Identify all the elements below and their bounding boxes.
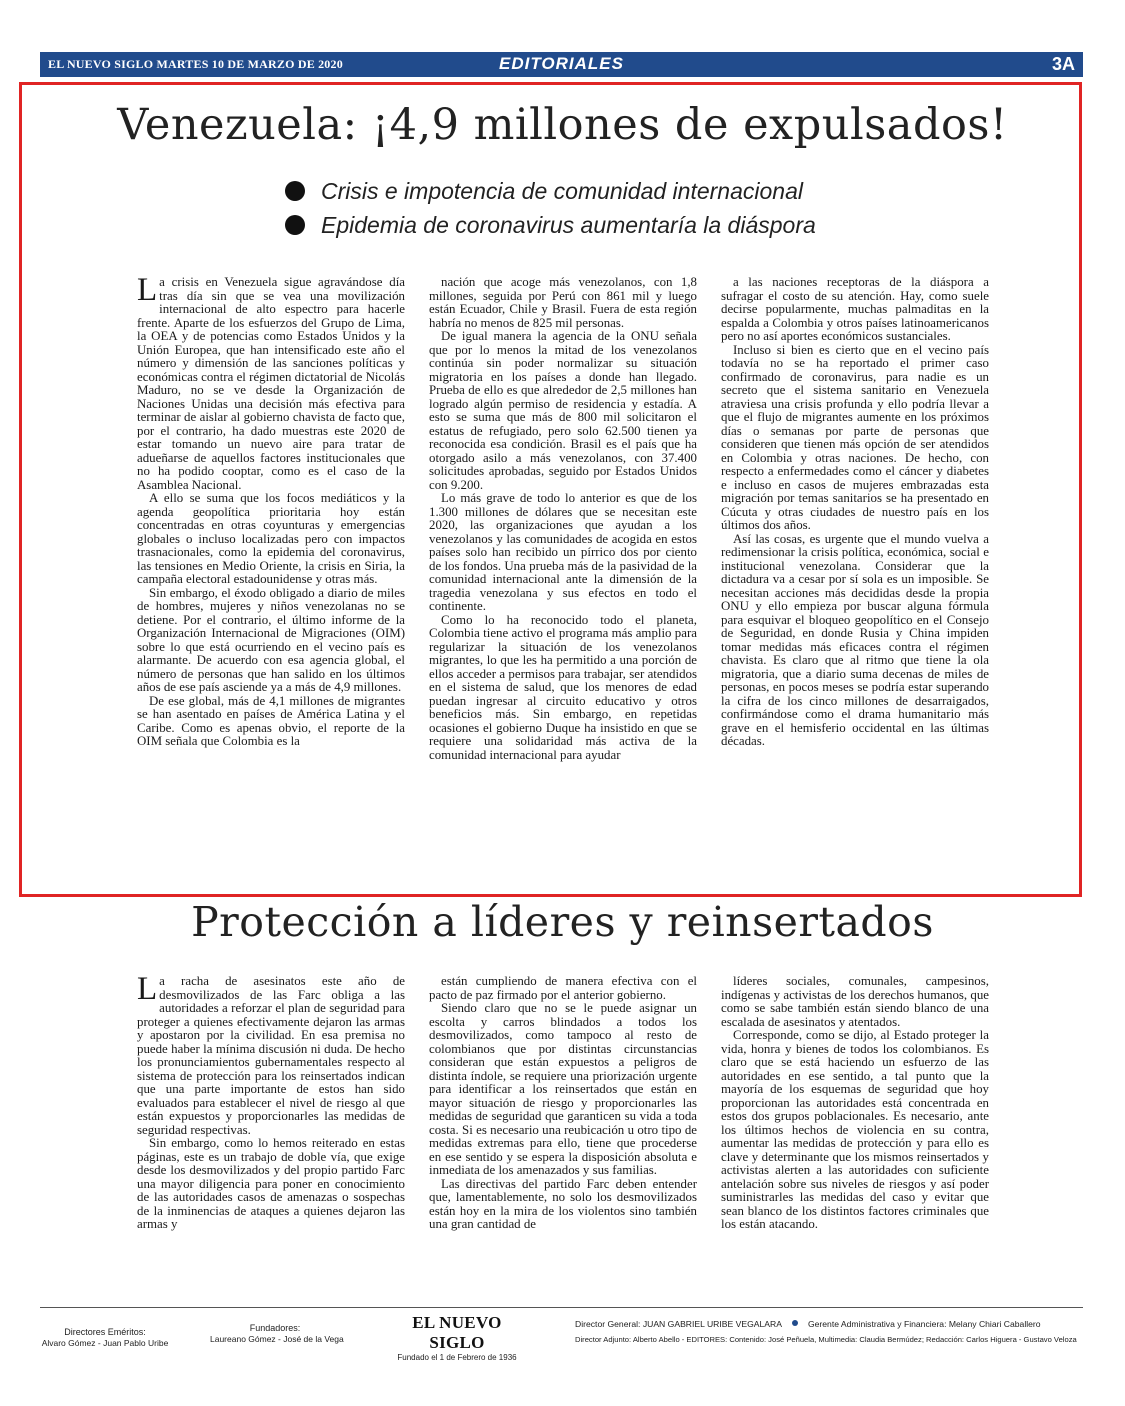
subtitle-text: Epidemia de coronavirus aumentaría la diáspora [321, 212, 816, 238]
footer [0, 1313, 1125, 1362]
masthead-bar [40, 52, 1083, 77]
paragraph-text: líderes sociales, comunales, campesinos, indígenas y activistas de los derechos humanos, que como se sabe también están siendo blanco de una escalada de asesinatos y atentados. [721, 974, 989, 1029]
paragraph-text: Sin embargo, como lo hemos reiterado en estas páginas, este es un trabajo de doble vía, que exige desde los desmovilizados y del propio partido Farc una mayor diligencia para poner en conocimiento de las autoridades casos de amenazas o sospechas de la inminencias de ataques a quienes dejaron las armas y [137, 1136, 405, 1231]
staff-line: Director Adjunto: Alberto Abello - EDITORES: Contenido: José Peñuela, Multimedia: Claudia Bermúdez; Redacción: Carlos Higuera - Gustavo Veloza [575, 1335, 1077, 1344]
subtitle-item [285, 178, 985, 212]
paragraph [137, 971, 405, 1137]
logo-text: EL NUEVO SIGLO [412, 1313, 502, 1352]
founders-names: Laureano Gómez - José de la Vega [210, 1334, 344, 1344]
paragraph [721, 975, 989, 1029]
founders-label: Fundadores: [249, 1323, 301, 1333]
text-column [721, 276, 989, 873]
text-column [137, 272, 405, 873]
footer-directors [40, 1327, 170, 1349]
directors-label: Directores Eméritos: [64, 1327, 146, 1337]
bullet-icon [285, 215, 305, 235]
paragraph-text: Siendo claro que no se le puede asignar un escolta y carros blindados a todos los desmovilizados, como tampoco al resto de colombianos que por distintas circunstancias consideran que están expuestos a peligros de distinta índole, se requiere una priorización urgente para identificar a los reinsertados que están en mayor situación de riesgo y proporcionarles las medidas de seguridad que garanticen su vida a toda costa. Si es necesario una reubicación u otro tipo de medidas extremas para ello, tiene que procederse en ese sentido y se espera la disposición absoluta e inmediata de los amenazados y sus familias. [429, 1001, 697, 1177]
separator-dot-icon [792, 1320, 798, 1326]
text-column [429, 975, 697, 1290]
masthead-page-number: 3A [1051, 54, 1075, 74]
article1-subtitles [285, 178, 985, 246]
paragraph [137, 1137, 405, 1232]
paragraph [429, 330, 697, 492]
paragraph [721, 533, 989, 749]
text-column [429, 276, 697, 873]
paragraph-text: Como lo ha reconocido todo el planeta, Colombia tiene activo el programa más amplio para regularizar la situación de los venezolanos migrantes, lo que les ha permitido a una porción de ellos acceder a permisos para trabajar, ser atendidos en el sistema de salud, que los menores de edad puedan ingresar al circuito educativo y otros beneficios más. Sin embargo, en repetidas ocasiones el gobierno Duque ha insistido en que se requiere una solidaridad más activa de la comunidad internacional para ayudar [429, 612, 697, 762]
paragraph [429, 614, 697, 763]
paragraph-text: a crisis en Venezuela sigue agravándose día tras día sin que se vea una movilización internacional de alto espectro para hacerle frente. Aparte de los esfuerzos del Grupo de Lima, la OEA y de potencias como Estados Unidos y la Unión Europea, que han intensificado este año el número y dimensión de las sanciones políticas y económicas contra el régimen dictatorial de Nicolás Maduro, no se ve desde la Organización de Naciones Unidas una decisión más efectiva para terminar de aislar al gobierno chavista de facto que, por el contrario, ha dado muestras este 2020 de estar tomando un nuevo aire para tratar de adueñarse de aquellos factores institucionales que no ha podido cooptar, como es el caso de la Asamblea Nacional. [137, 275, 405, 492]
paragraph [429, 1002, 697, 1178]
directors-names: Alvaro Gómez - Juan Pablo Uribe [41, 1338, 169, 1348]
founded-date: Fundado el 1 de Febrero de 1936 [397, 1353, 517, 1362]
drop-cap: L [137, 272, 158, 308]
paragraph-text: De ese global, más de 4,1 millones de migrantes se han asentado en países de América Latina y el Caribe. Como es apenas obvio, el reporte de la OIM señala que Colombia es la [137, 693, 405, 748]
masthead-section: EDITORIALES [499, 54, 624, 73]
paragraph [137, 695, 405, 749]
paragraph [137, 587, 405, 695]
article2-title: Protección a líderes y reinsertados [191, 898, 934, 946]
article1-title: Venezuela: ¡4,9 millones de expulsados! [117, 100, 1008, 150]
subtitle-text: Crisis e impotencia de comunidad internacional [321, 178, 803, 204]
director-general: Director General: JUAN GABRIEL URIBE VEGALARA [575, 1319, 782, 1329]
paragraph [721, 1029, 989, 1232]
footer-logo [393, 1313, 521, 1362]
paragraph-text: nación que acoge más venezolanos, con 1,8 millones, seguida por Perú con 861 mil y luego están Ecuador, Chile y Brasil. Fuera de esta región habría no menos de 825 mil personas. [429, 275, 697, 330]
paragraph-text: De igual manera la agencia de la ONU señala que por lo menos la mitad de los venezolanos continúa sin poder normalizar su situación migratoria en los países a donde han llegado. Prueba de ello es que alrededor de 2,5 millones han logrado algún permiso de residencia y estadía. A esto se suma que más de 800 mil solicitaron el estatus de refugiado, pero solo 62.500 tienen ya reconocida esa condición. Brasil es el país que ha otorgado asilo a más venezolanos, con 37.400 solicitudes aprobadas, seguido por Estados Unidos con 9.200. [429, 329, 697, 492]
footer-founders [210, 1323, 344, 1345]
paragraph-text: A ello se suma que los focos mediáticos y la agenda geopolítica prioritaria hoy están concentradas en otras coyunturas y emergencias globales o incluso localizadas pero con impactos trasnacionales, como la epidemia del coronavirus, las tensiones en Medio Oriente, la crisis en Siria, la campaña electoral estadounidense y otras más. [137, 491, 405, 586]
paragraph [137, 492, 405, 587]
gerente: Gerente Administrativa y Financiera: Melany Chiari Caballero [807, 1319, 1041, 1329]
text-column [137, 971, 405, 1290]
subtitle-item [285, 212, 985, 246]
paragraph [137, 272, 405, 492]
paragraph-text: están cumpliendo de manera efectiva con el pacto de paz firmado por el anterior gobierno. [429, 974, 697, 1002]
paragraph-text: a racha de asesinatos este año de desmovilizados de las Farc obliga a las autoridades a reforzar el plan de seguridad para proteger a quienes efectivamente dejaron las armas y apostaron por la civilidad. En esa premisa no puede haber la mínima discusión ni duda. De hecho los pronunciamientos gubernamentales respecto al sistema de protección para los reinsertados indican que una parte importante de estos han sido evaluados para establecer el nivel de riesgo al que están expuestos y proporcionarles las medidas de seguridad respectivas. [137, 974, 405, 1137]
paragraph [429, 975, 697, 1002]
drop-cap: L [137, 971, 158, 1007]
footer-credits [575, 1317, 1085, 1347]
article1-body [137, 272, 989, 873]
masthead-paper-date: EL NUEVO SIGLO MARTES 10 DE MARZO DE 2020 [48, 57, 343, 71]
article2-body [137, 971, 989, 1290]
paragraph-text: Sin embargo, el éxodo obligado a diario de miles de hombres, mujeres y niños venezolanas no se detiene. Por el contrario, el último informe de la Organización Internacional de Migraciones (OIM) sobre lo que está ocurriendo en el vecino país es alarmante. De acuerdo con esa agencia global, el número de personas que han salido en los últimos años de ese país asciende ya a más de 4,9 millones. [137, 585, 405, 694]
paragraph [721, 344, 989, 533]
paragraph-text: Las directivas del partido Farc deben entender que, lamentablemente, no solo los desmovilizados están hoy en la mira de los violentos sino también una gran cantidad de [429, 1176, 697, 1231]
paragraph-text: Incluso si bien es cierto que en el vecino país todavía no se ha reportado el primer caso confirmado de coronavirus, para nadie es un secreto que el sistema sanitario en Venezuela atraviesa una crisis profunda y ello podría llevar a que el flujo de migrantes aumente en los próximos días o semanas por parte de personas que consideren que tienen más opción de ser atendidos en Colombia y otras naciones. De hecho, con respecto a enfermedades como el cáncer y diabetes e incluso en casos de mujeres embrazadas esta migración por temas sanitarios se ha presentado en Cúcuta y otras ciudades de nuestro país en los últimos dos años. [721, 342, 989, 532]
paragraph [429, 276, 697, 330]
paragraph [721, 276, 989, 344]
footer-rule [40, 1307, 1083, 1308]
paragraph-text: Así las cosas, es urgente que el mundo vuelva a redimensionar la crisis política, económica, social e institucional venezolana. Considerar que la dictadura va a cesar por sí sola es un imposible. Se necesitan acciones más decididas desde la propia ONU y ello empieza por buscar alguna fórmula para esquivar el bloqueo geopolítico en el Consejo de Seguridad, en donde Rusia y China impiden tomar medidas más eficaces contra el régimen chavista. Es claro que al ritmo que tiene la ola migratoria, que a diario suma decenas de miles de personas, en pocos meses se podría estar superando la cifra de los cinco millones de desarraigados, confirmándose como el drama humanitario más grave en el hemisferio occidental en las últimas décadas. [721, 531, 989, 748]
paragraph-text: a las naciones receptoras de la diáspora a sufragar el costo de su atención. Hay, como suele decirse popularmente, muchas palmaditas en la espalda a Colombia y otros países latinoamericanos pero no así aportes económicos sustanciales. [721, 275, 989, 343]
paragraph-text: Corresponde, como se dijo, al Estado proteger la vida, honra y bienes de todos los colombianos. Es claro que se está haciendo un esfuerzo de las autoridades en ese sentido, a tal punto que la mayoría de los esquemas de seguridad que hoy proporcionan las autoridades está concentrada en estos dos grupos poblacionales. Es necesario, ante los últimos hechos de violencia en su contra, aumentar las medidas de protección y para ello es clave y determinante que los mismos reinsertados y activistas alerten a las autoridades con suficiente antelación sobre sus niveles de riesgos y así poder suministrarles las medidas del caso y evitar que sean blanco de los distintos factores criminales que los están atacando. [721, 1028, 989, 1231]
paragraph [429, 1178, 697, 1232]
paragraph [429, 492, 697, 614]
bullet-icon [285, 181, 305, 201]
text-column [721, 975, 989, 1290]
paragraph-text: Lo más grave de todo lo anterior es que de los 1.300 millones de dólares que se necesitan este 2020, las organizaciones que ayudan a los venezolanos y las comunidades de acogida en estos países solo han recibido un pírrico dos por ciento de los fondos. Una prueba más de la pasividad de la comunidad internacional ante la dimensión de la tragedia venezolana y sus efectos en todo el continente. [429, 491, 697, 613]
